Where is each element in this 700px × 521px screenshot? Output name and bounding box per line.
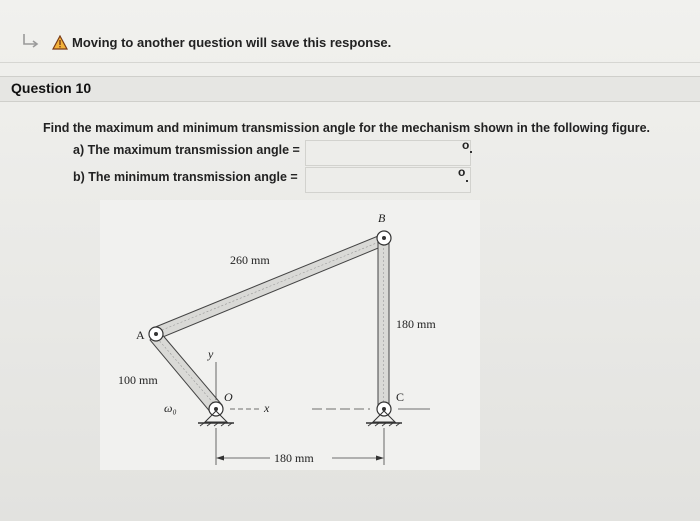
pin-A: [149, 327, 163, 341]
dim-coupler-label: 260 mm: [230, 253, 270, 267]
part-b-degree-dot: [466, 180, 468, 182]
pin-B: [377, 231, 391, 245]
dim-crank-label: 100 mm: [118, 373, 158, 387]
label-O: O: [224, 390, 233, 404]
four-bar-mechanism-figure: [100, 200, 480, 470]
part-a-degree-unit: o: [462, 138, 470, 152]
warning-triangle-icon: [52, 35, 68, 50]
question-header: [0, 76, 700, 102]
question-title: Question 10: [11, 80, 92, 96]
dim-ground-label: 180 mm: [274, 451, 314, 465]
rocker-link: [378, 238, 389, 410]
return-arrow-icon: [20, 32, 42, 52]
label-C: C: [396, 390, 405, 404]
pin-C: [377, 402, 391, 416]
save-notice: [20, 30, 391, 54]
part-b-label: b) The minimum transmission angle =: [73, 170, 298, 184]
save-notice-text: Moving to another question will save this response.: [72, 34, 392, 50]
part-a-degree-dot: [470, 151, 472, 153]
part-a-answer-input[interactable]: [305, 140, 471, 166]
label-omega: ω₀: [164, 401, 177, 415]
label-y: y: [208, 347, 214, 361]
part-b-degree-unit: o: [458, 165, 466, 179]
part-b-answer-input[interactable]: [305, 167, 471, 193]
question-prompt: Find the maximum and minimum transmission angle for the mechanism shown in the following figure.: [43, 121, 651, 135]
dim-rocker-label: 180 mm: [396, 317, 436, 331]
label-A: A: [136, 328, 145, 342]
label-B: B: [378, 211, 386, 225]
part-a-label: a) The maximum transmission angle =: [73, 143, 300, 157]
divider: [0, 62, 700, 63]
label-x: x: [264, 401, 270, 415]
pin-O: [209, 402, 223, 416]
